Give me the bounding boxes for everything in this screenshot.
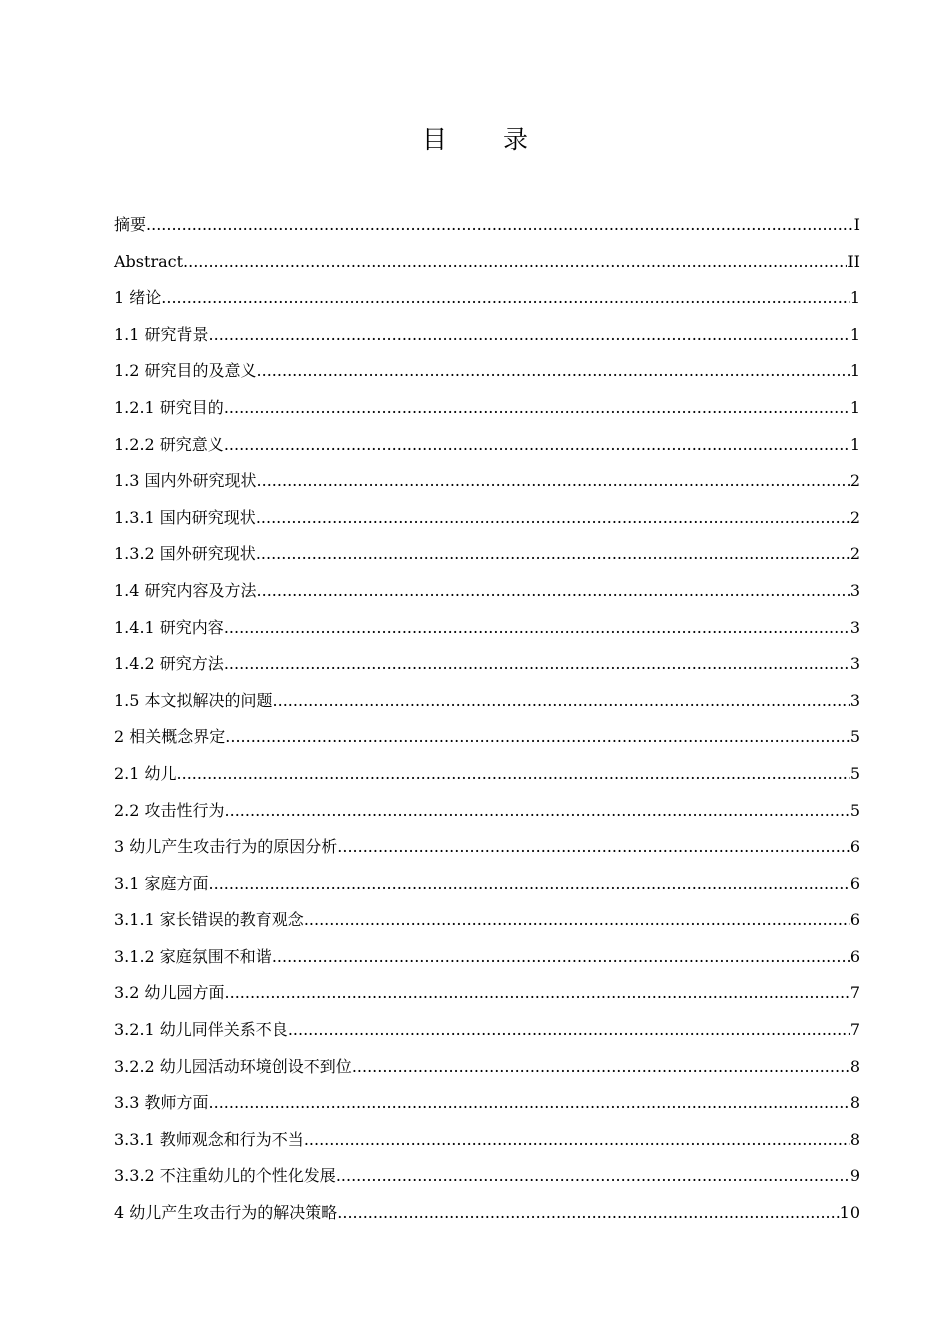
toc-entry[interactable] (114, 1195, 860, 1232)
toc-page-number: 8 (849, 1056, 860, 1076)
toc-entry-label: Abstract (114, 251, 184, 271)
toc-entry[interactable] (114, 975, 860, 1012)
toc-page-number: 9 (849, 1166, 860, 1186)
toc-entry[interactable] (114, 244, 860, 281)
toc-page-number: 2 (849, 544, 860, 564)
toc-entry-label: 3 幼儿产生攻击行为的原因分析 (114, 837, 338, 857)
toc-entry[interactable] (114, 1049, 860, 1086)
toc-entry[interactable] (114, 536, 860, 573)
toc-dot-leader (337, 829, 850, 865)
toc-dot-leader (272, 939, 850, 975)
toc-entry[interactable] (114, 353, 860, 390)
toc-entry-label: 1.1 研究背景 (114, 324, 209, 344)
toc-page-number: 2 (849, 471, 860, 491)
toc-page-number: 1 (849, 288, 860, 308)
toc-entry[interactable] (114, 1012, 860, 1049)
toc-entry-label: 3.1.1 家长错误的教育观念 (114, 910, 304, 930)
toc-entry[interactable] (114, 793, 860, 830)
toc-page-number: I (853, 215, 860, 234)
toc-page-number: 6 (849, 837, 860, 857)
toc-entry-label: 1.2.1 研究目的 (114, 397, 224, 417)
toc-entry-label: 1.3.2 国外研究现状 (114, 544, 256, 564)
toc-entry-label: 3.1 家庭方面 (114, 873, 209, 893)
toc-dot-leader (336, 1158, 850, 1194)
toc-page-number: 6 (849, 873, 860, 893)
toc-page-number: 3 (849, 654, 860, 674)
toc-entry-label: 1.3 国内外研究现状 (114, 471, 257, 491)
toc-page-number: 3 (849, 580, 860, 600)
toc-entry[interactable] (114, 207, 860, 244)
toc-entry-label: 2.2 攻击性行为 (114, 800, 225, 820)
toc-dot-leader (304, 902, 850, 938)
toc-entry[interactable] (114, 719, 860, 756)
toc-dot-leader (225, 793, 850, 829)
toc-page-number: 5 (849, 800, 860, 820)
toc-page-number: 5 (849, 727, 860, 747)
toc-dot-leader (224, 390, 850, 426)
toc-page-number: 1 (849, 324, 860, 344)
toc-page-number: 1 (849, 434, 860, 454)
toc-dot-leader (225, 975, 850, 1011)
toc-dot-leader (209, 1085, 850, 1121)
toc-entry[interactable] (114, 646, 860, 683)
toc-entry-label: 3.2 幼儿园方面 (114, 983, 225, 1003)
toc-page-number: 8 (849, 1093, 860, 1113)
toc-page-number: 2 (849, 507, 860, 527)
toc-entry-label: 摘要 (114, 215, 147, 234)
toc-entry[interactable] (114, 1158, 860, 1195)
toc-page-number: 6 (849, 910, 860, 930)
toc-entry-label: 3.1.2 家庭氛围不和谐 (114, 946, 272, 966)
toc-entry-label: 1.4.1 研究内容 (114, 617, 224, 637)
toc-entry[interactable] (114, 280, 860, 317)
toc-page-number: 7 (849, 1020, 860, 1040)
toc-page-number: II (847, 251, 860, 271)
toc-dot-leader (257, 463, 850, 499)
toc-page-number: 3 (849, 690, 860, 710)
toc-dot-leader (177, 756, 850, 792)
toc-dot-leader (209, 866, 850, 902)
toc-entry-label: 1.2.2 研究意义 (114, 434, 224, 454)
toc-entry[interactable] (114, 756, 860, 793)
toc-entry-label: 3.3.1 教师观念和行为不当 (114, 1129, 304, 1149)
toc-entry[interactable] (114, 902, 860, 939)
toc-entry[interactable] (114, 866, 860, 903)
toc-page-number: 10 (839, 1203, 860, 1223)
toc-entry[interactable] (114, 390, 860, 427)
toc-entry[interactable] (114, 317, 860, 354)
toc-entry[interactable] (114, 427, 860, 464)
toc-page-number: 1 (849, 397, 860, 417)
toc-dot-leader (225, 719, 850, 755)
toc-entry-label: 1.2 研究目的及意义 (114, 361, 257, 381)
toc-page-number: 8 (849, 1129, 860, 1149)
toc-entry[interactable] (114, 610, 860, 647)
toc-entry-label: 4 幼儿产生攻击行为的解决策略 (114, 1203, 338, 1223)
toc-dot-leader (161, 280, 850, 316)
toc-dot-leader (352, 1049, 850, 1085)
toc-page-number: 7 (849, 983, 860, 1003)
toc-entry-label: 1.4.2 研究方法 (114, 654, 224, 674)
toc-entry-label: 1.4 研究内容及方法 (114, 580, 257, 600)
page-title: 目 录 (422, 125, 552, 154)
toc-entry-label: 1.5 本文拟解决的问题 (114, 690, 273, 710)
toc-dot-leader (288, 1012, 850, 1048)
toc-page-number: 1 (849, 361, 860, 381)
toc-entry-label: 3.2.2 幼儿园活动环境创设不到位 (114, 1056, 352, 1076)
toc-entry[interactable] (114, 939, 860, 976)
toc-entry-label: 2 相关概念界定 (114, 727, 226, 747)
toc-entry-label: 3.3 教师方面 (114, 1093, 209, 1113)
toc-dot-leader (257, 353, 850, 389)
toc-dot-leader (337, 1195, 839, 1231)
toc-dot-leader (224, 427, 850, 463)
toc-page-number: 3 (849, 617, 860, 637)
toc-dot-leader (224, 646, 850, 682)
toc-entry-label: 2.1 幼儿 (114, 763, 177, 783)
toc-dot-leader (304, 1122, 850, 1158)
toc-entry-label: 3.2.1 幼儿同伴关系不良 (114, 1020, 288, 1040)
toc-entry[interactable] (114, 463, 860, 500)
toc-dot-leader (256, 500, 850, 536)
toc-entry[interactable] (114, 1122, 860, 1159)
toc-entry[interactable] (114, 829, 860, 866)
toc-entry-label: 1.3.1 国内研究现状 (114, 507, 256, 527)
toc-dot-leader (273, 683, 850, 719)
toc-dot-leader (257, 573, 850, 609)
toc-entry-label: 1 绪论 (114, 288, 162, 308)
toc-dot-leader (209, 317, 850, 353)
toc-entry-label: 3.3.2 不注重幼儿的个性化发展 (114, 1166, 336, 1186)
toc-dot-leader (183, 244, 847, 280)
toc-entry[interactable] (114, 573, 860, 610)
toc-entry[interactable] (114, 500, 860, 537)
table-of-contents (114, 207, 860, 1232)
toc-page-number: 6 (849, 946, 860, 966)
toc-entry[interactable] (114, 683, 860, 720)
toc-entry[interactable] (114, 1085, 860, 1122)
toc-page-number: 5 (849, 763, 860, 783)
toc-dot-leader (146, 207, 854, 243)
toc-dot-leader (224, 610, 850, 646)
toc-dot-leader (256, 536, 850, 572)
